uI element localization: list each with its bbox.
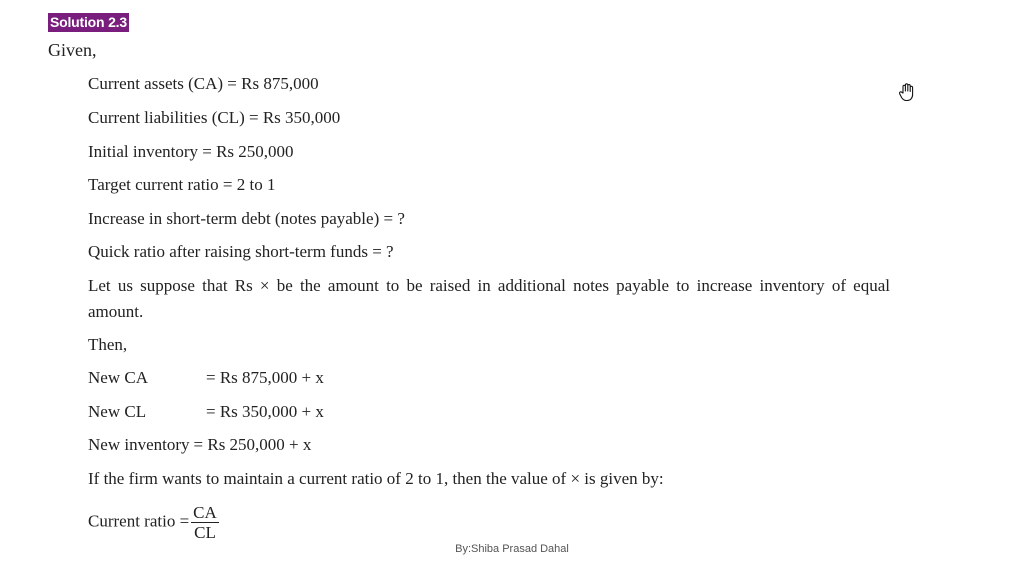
new-ca-value: = Rs 875,000 + x — [206, 368, 324, 387]
fraction-numerator: CA — [193, 503, 217, 522]
author-footer: By:Shiba Prasad Dahal — [455, 543, 569, 555]
new-inventory-value: = Rs 250,000 + x — [193, 435, 312, 454]
ca-over-cl-fraction — [191, 503, 219, 542]
current-ratio-formula — [88, 503, 219, 542]
target-ratio-line: Target current ratio = 2 to 1 — [88, 175, 276, 194]
new-inventory-line — [88, 435, 311, 455]
new-cl-label: New CL — [88, 402, 147, 421]
current-assets-line: Current assets (CA) = Rs 875,000 — [88, 74, 319, 93]
fraction-denominator: CL — [194, 523, 216, 542]
current-liabilities-line: Current liabilities (CL) = Rs 350,000 — [88, 108, 341, 127]
new-inventory-label: New inventory — [88, 435, 190, 454]
quick-ratio-line: Quick ratio after raising short-term funds = ? — [88, 242, 394, 261]
new-cl-line — [88, 402, 324, 422]
new-ca-label: New CA — [88, 368, 148, 387]
suppose-paragraph: Let us suppose that Rs × be the amount to be raised in additional notes payable to increase inventory of equal amount. — [88, 276, 890, 321]
formula-label: Current ratio = — [88, 511, 190, 531]
condition-line: If the firm wants to maintain a current ratio of 2 to 1, then the value of × is given by: — [88, 469, 664, 488]
hand-pointer-icon — [898, 82, 916, 102]
solution-heading-badge: Solution 2.3 — [50, 14, 127, 30]
debt-increase-line: Increase in short-term debt (notes payable) = ? — [88, 209, 405, 228]
given-label: Given, — [48, 40, 97, 60]
new-ca-line — [88, 368, 324, 388]
initial-inventory-line: Initial inventory = Rs 250,000 — [88, 142, 294, 161]
new-cl-value: = Rs 350,000 + x — [206, 402, 324, 421]
then-label: Then, — [88, 335, 128, 354]
